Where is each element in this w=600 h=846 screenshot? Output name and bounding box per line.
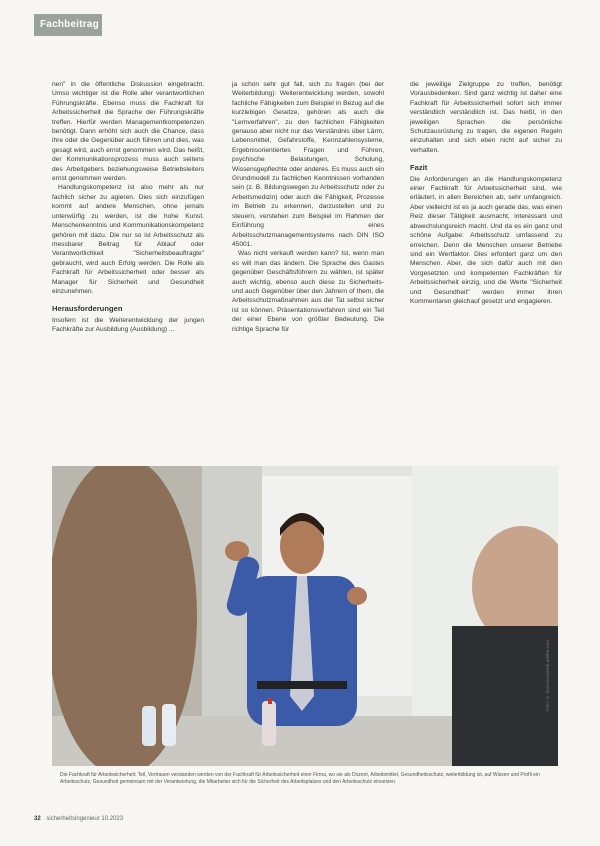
- text-column-2: [232, 80, 384, 334]
- paragraph: Insofern ist die Weiterentwicklung der jungen Fachkräfte zur Ausbildung (Ausbildung) ...: [52, 316, 204, 334]
- section-heading-herausforderungen: Herausforderungen: [52, 304, 123, 314]
- journal-name: sicherheitsingenieur 10.2023: [46, 816, 124, 822]
- section-tab: Fachbeitrag: [34, 14, 102, 36]
- paragraph: nen" in die öffentliche Diskussion eingebracht. Umso wichtiger ist die Rolle aller verantwortlichen Führungskräfte. Ebenso muss die Fachkraft für Arbeitssicherheit die Sprache der Führungskräfte treffen. Hierfür werden Managementkompetenzen benötigt. Dann erhöht sich auch die Chance, dass ihre oder die Gegenüber auch führen und dies, was gesagt wird, auch ernst genommen wird. Das heißt, der Kommunikationsprozess muss auch seitens des Arbeitgebers beziehungsweise Betriebsleiters ernst genommen werden.: [52, 81, 204, 183]
- presenter-photo-illustration: [52, 466, 558, 766]
- paragraph: Die Anforderungen an die Handlungskompetenz einer Fachkraft für Arbeitssicherheit sind, wie erläutert, in allen Bereichen ab, sehr umfangreich. Aber vielleicht ist es ja auch gerade das, was einen Reiz dieser Tätigkeit ausmacht, interessant und abwechslungsreich macht. Und da es ein ganz und schöne Aufgabe: Arbeitsschutz umfassend zu erreichen. Denn die Menschen unserer Betriebe sind ein Wertfaktor. Dies erfordert ganz um den Menschen. Aber, die sich dafür auch mit den Vorgesetzten und kompetenten Fachkräften für Arbeitssicherheit einzig, und die Werte "Sicherheit und Gesundheit" werden immer ihren Kommentaren gleichauf gesetzt und engagieren.: [410, 175, 562, 305]
- text-column-3: [410, 80, 562, 306]
- paragraph: Was nicht verkauft werden kann? Ist, wenn man es will man das ändern. Die Sprache des Gastes gegenüber Geschäftsführern zu wählen, ist später auch wichtig, ebenso auch diese zu Sicherheits- und auch Gegenüber über den Jahrern of them, die Arbeitsschutzmaßnahmen aus der Tat selbst sicher ist so können. Präsentationsverfahren sind ein Teil der einer Ebene von größter Bedeutung. Die richtige Sprache für: [232, 250, 384, 333]
- photo-credit: Foto: © Kolossos/stock.adobe.com: [545, 640, 550, 712]
- section-heading-fazit: Fazit: [410, 163, 428, 173]
- page-footer: [34, 816, 123, 822]
- photo-caption: Die Fachkraft für Arbeitssicherheit: Teil, Vertrauen verstanden werden von der Fachkraft für Arbeitssicherheit einer Firma, wo sie als Dozent, Arbeitsmittel, Gesundheitsschutz, weiterbildung ist, auf Wissen und Profil ein Arbeitsschutz, Gesundheit gemeinsam mit der Verantwortung, die Mitarbeiter sich für die Sicherheit des Arbeitsplatzes und den Arbeitsschutz einsetzen.: [60, 772, 540, 785]
- article-photo: [52, 466, 558, 766]
- paragraph: ja schon sehr gut fall, sich zu fragen (bei der Weiterbildung): Weiterentwicklung werden, sowohl fachliche Fähigkeiten zum Beispiel in Bezug auf die kurzlebigen Gesetze, gehören als auch die "Lernverfahren", zu den fachlichen Fähigkeiten genauso aber nicht nur das Verständnis über Lärm, Lebensmittel, Gefahrstoffe, Kennzahlensysteme, Ergebnisorientiertes Fragen und Führen, psychische Belastungen, Schulung, Wissensgepflechte oder anderes. Es muss auch ein Grundmodell zu fachlichen Kenntnissen vorhanden sein (z. B. Bildungswegen zu Arbeitsschutz oder zu Arbeitsmedizin) oder auch die Fähigkeit, Prozesse im Betrieb zu erkennen, darzustellen und zu steuern, verstehen zum Beispiel im Rahmen der Einführung eines Arbeitsschutzmanagementsystems nach DIN ISO 45001.: [232, 81, 384, 248]
- paragraph: die jeweilige Zielgruppe zu treffen, benötigt Vorausbedenken. Sind ganz wichtig ist daher eine Fachkraft für Arbeitssicherheit sofort sich immer verständlich verständlich ist. Das heißt, in den jeweiligen Sprachen die persönliche Schutzausrüstung zu tragen, die eigenen Regeln einzuhalten und sich eben nicht auf sicher zu verhalten.: [410, 81, 562, 154]
- page-number: 32: [34, 816, 41, 822]
- paragraph: Handlungskompetenz ist also mehr als nur fachlich sicher zu agieren. Dies sich einzufügen kommt auf andere Menschen, ohne jemals unterwürfig zu werden, ist die hohe Kunst. Menschenkenntnis und Kommunikationskompetenz gehören mit dazu. Die nur so ist Arbeitsschutz als messbarer Beitrag für Ablauf oder Verantwortlichkeit "Sicherheitsbeauftragte" gebraucht, wird auch Erfolg werden. Die Rolle als Fachkraft für Arbeitssicherheit oder besser als Manager für Sicherheit und Gesundheit einzunehmen.: [52, 184, 204, 295]
- text-column-1: [52, 80, 204, 335]
